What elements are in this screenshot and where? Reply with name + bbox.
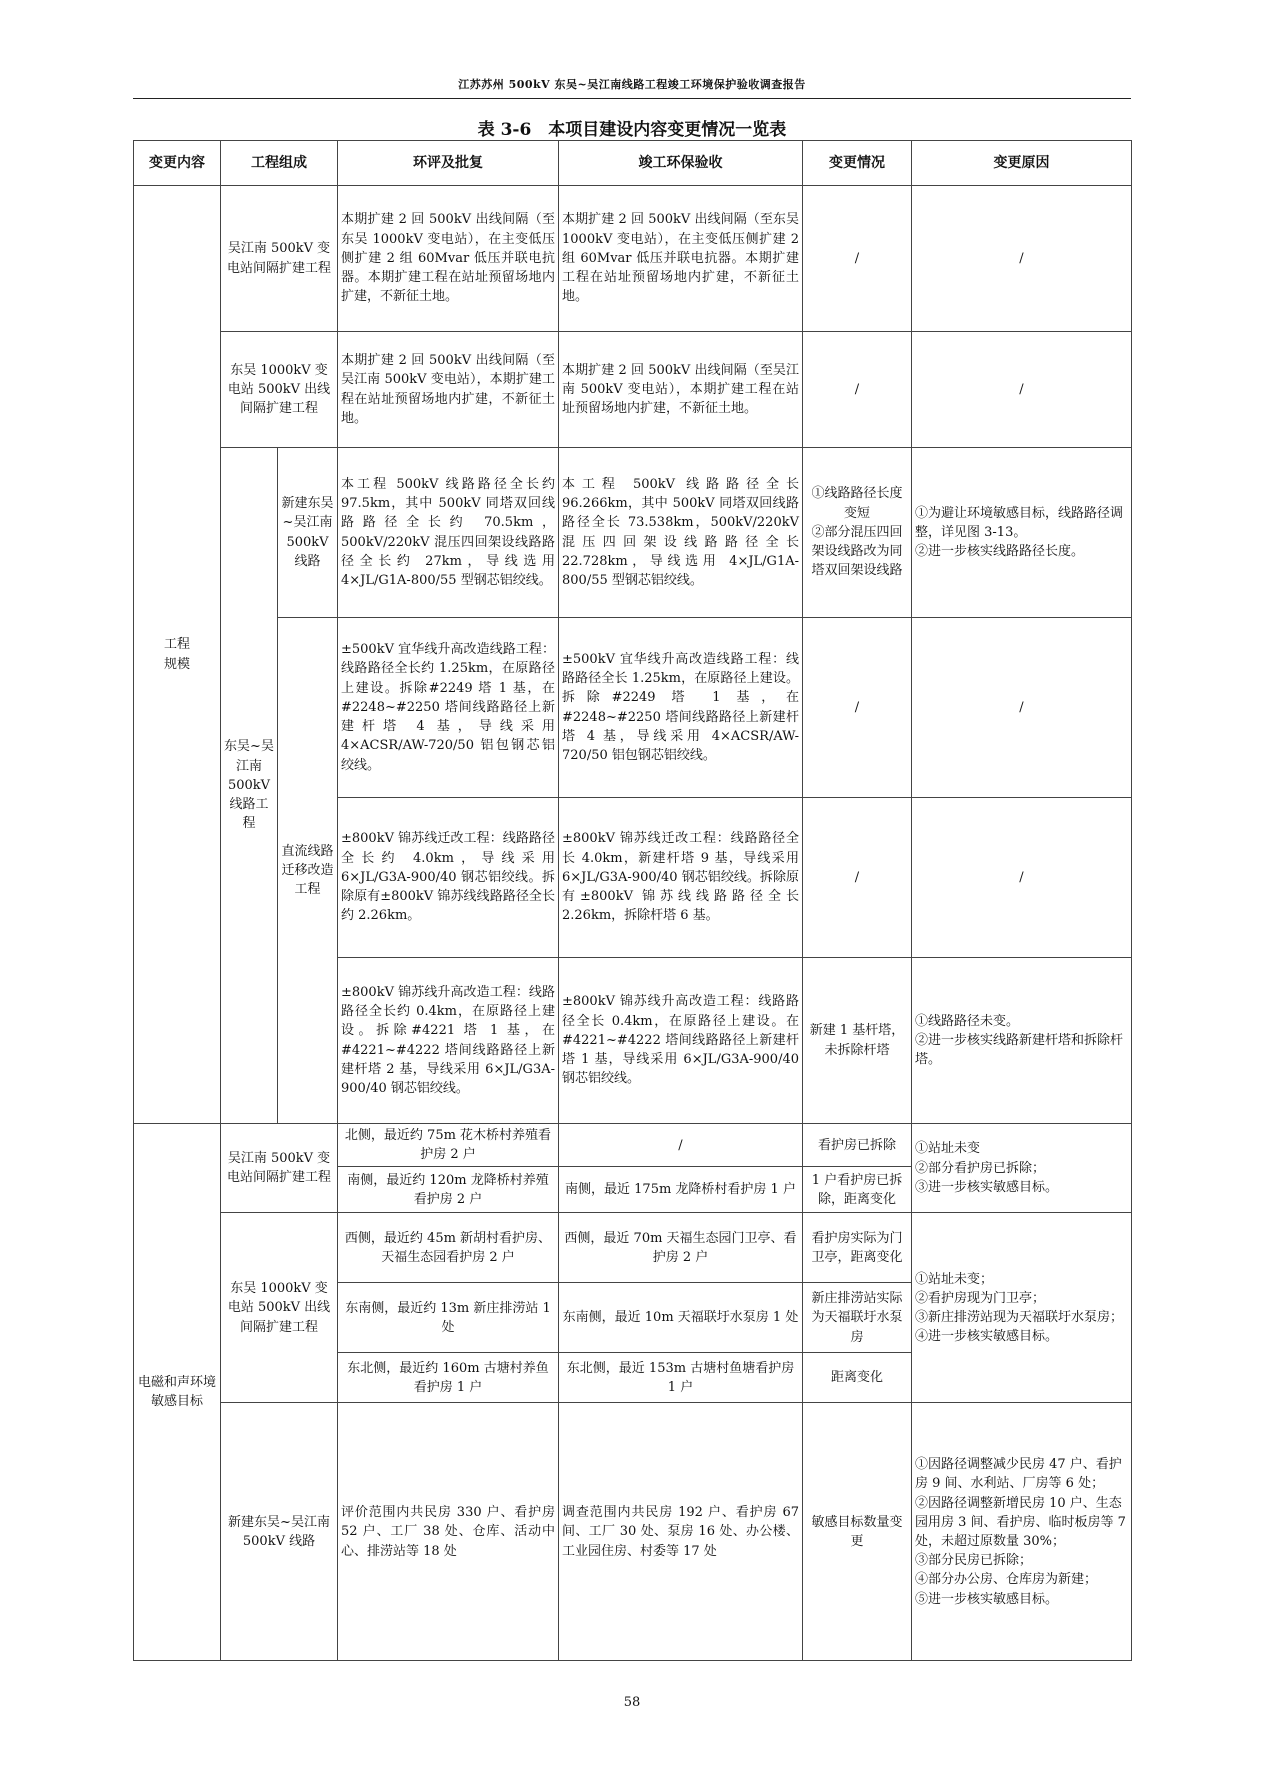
category-cell-scale: 工程 规模 [134,186,221,1124]
change-cell: / [803,186,912,332]
table-row [134,332,1132,448]
eia-cell: 本期扩建 2 回 500kV 出线间隔（至东吴 1000kV 变电站），在主变低压侧扩建 2 组 60Mvar 低压并联电抗器。本期扩建工程在站址预留场地内扩建，不新征土地。 [338,186,559,332]
reason-cell: ①站址未变； ②看护房现为门卫亭； ③新庄排涝站现为天福联圩水泵房； ④进一步核实敏感目标。 [912,1213,1132,1403]
component-cell: 新建东吴~吴江南 500kV 线路 [221,1403,338,1661]
acceptance-cell: 本工程 500kV 线路路径全长 96.266km，其中 500kV 同塔双回线路路径全长 73.538km，500kV/220kV 混压四回架设线路路径全长 22.728km，导线选用 4×JL/G1A-800/55 型钢芯铝绞线。 [559,448,803,618]
eia-cell: 西侧，最近约 45m 新胡村看护房、天福生态园看护房 2 户 [338,1213,559,1283]
eia-cell: 本工程 500kV 线路路径全长约 97.5km，其中 500kV 同塔双回线路路径全长约 70.5km，500kV/220kV 混压四回架设线路路径全长约 27km，导线选用 4×JL/G1A-800/55 型钢芯铝绞线。 [338,448,559,618]
change-cell: 看护房已拆除 [803,1124,912,1167]
reason-cell: / [912,798,1132,958]
reason-cell: / [912,618,1132,798]
eia-cell: 评价范围内共民房 330 户、看护房 52 户、工厂 38 处、仓库、活动中心、排涝站等 18 处 [338,1403,559,1661]
reason-cell: / [912,186,1132,332]
col-header-component: 工程组成 [221,141,338,186]
reason-cell: / [912,332,1132,448]
acceptance-cell: 本期扩建 2 回 500kV 出线间隔（至吴江南 500kV 变电站），本期扩建工程在站址预留场地内扩建，不新征土地。 [559,332,803,448]
acceptance-cell: 东南侧，最近 10m 天福联圩水泵房 1 处 [559,1283,803,1353]
subcomponent-cell: 新建东吴~吴江南 500kV 线路 [278,448,338,618]
acceptance-cell: ±800kV 锦苏线升高改造工程：线路路径全长 0.4km，在原路径上建设。在#4221~#4222 塔间线路路径上新建杆塔 1 基，导线采用 6×JL/G3A-900/40 钢芯铝绞线。 [559,958,803,1124]
category-cell-sensitive: 电磁和声环境敏感目标 [134,1124,221,1661]
eia-cell: ±800kV 锦苏线迁改工程：线路路径全长约 4.0km，导线采用 6×JL/G3A-900/40 钢芯铝绞线。拆除原有±800kV 锦苏线线路路径全长约 2.26km。 [338,798,559,958]
reason-cell: ①站址未变 ②部分看护房已拆除； ③进一步核实敏感目标。 [912,1124,1132,1213]
change-cell: 新庄排涝站实际为天福联圩水泵房 [803,1283,912,1353]
component-cell: 吴江南 500kV 变电站间隔扩建工程 [221,1124,338,1213]
change-cell: / [803,618,912,798]
acceptance-cell: ±500kV 宜华线升高改造线路工程：线路路径全长 1.25km，在原路径上建设。拆除#2249 塔 1 基，在#2248~#2250 塔间线路路径上新建杆塔 4 基，导线采用 4×ACSR/AW-720/50 铝包钢芯铝绞线。 [559,618,803,798]
eia-cell: 本期扩建 2 回 500kV 出线间隔（至吴江南 500kV 变电站），本期扩建工程在站址预留场地内扩建，不新征土地。 [338,332,559,448]
col-header-change-reason: 变更原因 [912,141,1132,186]
reason-cell: ①线路路径未变。 ②进一步核实线路新建杆塔和拆除杆塔。 [912,958,1132,1124]
eia-cell: ±500kV 宜华线升高改造线路工程：线路路径全长约 1.25km，在原路径上建设。拆除#2249 塔 1 基，在#2248~#2250 塔间线路路径上新建杆塔 4 基，导线采用 4×ACSR/AW-720/50 铝包钢芯铝绞线。 [338,618,559,798]
table-row [134,448,1132,618]
change-cell: 新建 1 基杆塔，未拆除杆塔 [803,958,912,1124]
col-header-change-status: 变更情况 [803,141,912,186]
page-number: 58 [623,1695,641,1710]
table-row [134,1213,1132,1283]
acceptance-cell: ±800kV 锦苏线迁改工程：线路路径全长 4.0km，新建杆塔 9 基，导线采用 6×JL/G3A-900/40 钢芯铝绞线。拆除原有±800kV 锦苏线线路路径全长 2.26km，拆除杆塔 6 基。 [559,798,803,958]
eia-cell: 北侧，最近约 75m 花木桥村养殖看护房 2 户 [338,1124,559,1167]
header-divider [133,98,1131,99]
change-cell: / [803,798,912,958]
component-cell: 吴江南 500kV 变电站间隔扩建工程 [221,186,338,332]
change-cell: 距离变化 [803,1353,912,1403]
eia-cell: 南侧，最近约 120m 龙降桥村养殖看护房 2 户 [338,1167,559,1213]
reason-cell: ①因路径调整减少民房 47 户、看护房 9 间、水利站、厂房等 6 处； ②因路径调整新增民房 10 户、生态园用房 3 间、看护房、临时板房等 7 处，未超过原数量 30%； ③部分民房已拆除； ④部分办公房、仓库房为新建； ⑤进一步核实敏感目标。 [912,1403,1132,1661]
component-cell: 东吴 1000kV 变电站 500kV 出线间隔扩建工程 [221,332,338,448]
acceptance-cell: 东北侧，最近 153m 古塘村鱼塘看护房 1 户 [559,1353,803,1403]
change-cell: / [803,332,912,448]
change-cell: 敏感目标数量变更 [803,1403,912,1661]
acceptance-cell: 南侧，最近 175m 龙降桥村看护房 1 户 [559,1167,803,1213]
eia-cell: 东南侧，最近约 13m 新庄排涝站 1 处 [338,1283,559,1353]
eia-cell: ±800kV 锦苏线升高改造工程：线路路径全长约 0.4km，在原路径上建设。拆除#4221 塔 1 基，在#4221~#4222 塔间线路路径上新建杆塔 2 基，导线采用 6×JL/G3A-900/40 钢芯铝绞线。 [338,958,559,1124]
table-row [134,1124,1132,1167]
table-row [134,618,1132,798]
component-cell: 东吴 1000kV 变电站 500kV 出线间隔扩建工程 [221,1213,338,1403]
table-row [134,1403,1132,1661]
acceptance-cell: / [559,1124,803,1167]
acceptance-cell: 本期扩建 2 回 500kV 出线间隔（至东吴 1000kV 变电站），在主变低压侧扩建 2 组 60Mvar 低压并联电抗器。本期扩建工程在站址预留场地内扩建，不新征土地。 [559,186,803,332]
reason-cell: ①为避让环境敏感目标，线路路径调整，详见图 3-13。 ②进一步核实线路路径长度。 [912,448,1132,618]
change-summary-table [133,140,1132,1661]
subcomponent-cell: 直流线路迁移改造工程 [278,618,338,1124]
page-header: 江苏苏州 500kV 东吴~吴江南线路工程竣工环境保护验收调查报告 [458,78,806,91]
acceptance-cell: 调查范围内共民房 192 户、看护房 67 间、工厂 30 处、泵房 16 处、办公楼、工业园住房、村委等 17 处 [559,1403,803,1661]
table-title: 表 3-6 本项目建设内容变更情况一览表 [477,120,787,140]
eia-cell: 东北侧，最近约 160m 古塘村养鱼看护房 1 户 [338,1353,559,1403]
change-cell: 1 户看护房已拆除，距离变化 [803,1167,912,1213]
table-row [134,186,1132,332]
acceptance-cell: 西侧，最近 70m 天福生态园门卫亭、看护房 2 户 [559,1213,803,1283]
header-row [134,141,1132,186]
line-group-cell: 东吴~吴江南 500kV 线路工程 [221,448,278,1124]
col-header-change-item: 变更内容 [134,141,221,186]
change-cell: ①线路路径长度变短 ②部分混压四回架设线路改为同塔双回架设线路 [803,448,912,618]
col-header-acceptance: 竣工环保验收 [559,141,803,186]
change-cell: 看护房实际为门卫亭，距离变化 [803,1213,912,1283]
col-header-eia: 环评及批复 [338,141,559,186]
